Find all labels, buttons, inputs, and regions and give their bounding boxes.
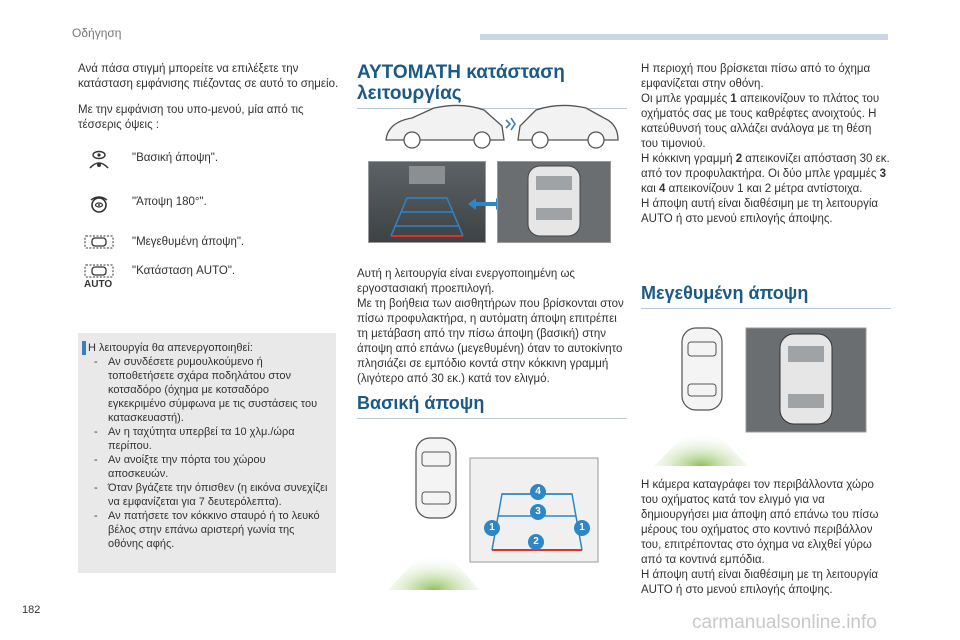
info-lead: Η λειτουργία θα απενεργοποιηθεί:	[88, 342, 253, 354]
callout-badge-4: 4	[530, 484, 546, 500]
auto-mode-body: Αυτή η λειτουργία είναι ενεργοποιημένη ως εργοστασιακή προεπιλογή. Με τη βοήθεια των αισθητήρων που βρίσκονται στον πίσω προφυλακτήρα, η αυτόματη άποψη επιτρέπει τη μετάβαση από την πίσω άποψη (βασική) στην άποψη από επάνω (μεγεθυμένη) όταν το αυτοκίνητο πλησιάζει σε εμπόδιο κοντά στην κόκκινη γραμμή (λιγότερο από 30 εκ.) κατά τον ελιγμό.	[357, 268, 624, 385]
eye-180-icon	[86, 192, 112, 218]
option-basic-view: "Βασική άποψη".	[132, 152, 219, 164]
option-zoom-view: "Μεγεθυμένη άποψη".	[132, 236, 245, 248]
zoom-car-icon	[84, 234, 114, 250]
info-item: - Αν η ταχύτητα υπερβεί τα 10 χλμ./ώρα περίπου.	[88, 425, 328, 453]
basic-view-description	[641, 62, 891, 227]
info-item: - Όταν βγάζετε την όπισθεν (η εικόνα συνεχίζει να εμφανίζεται για 7 δευτερόλεπτα).	[88, 481, 328, 509]
submenu-text: Με την εμφάνιση του υπο-μενού, μία από τις τέσσερις όψεις :	[78, 104, 304, 131]
auto-caption: AUTO	[84, 279, 113, 290]
rear-area-text: Η περιοχή που βρίσκεται πίσω από το όχημα εμφανίζεται στην οθόνη.	[641, 63, 871, 90]
top-down-view	[497, 161, 611, 243]
auto-mode-title-line2: λειτουργίας	[357, 83, 462, 104]
callout-badge-3: 3	[530, 504, 546, 520]
page-number: 182	[22, 604, 41, 616]
header-bar	[480, 34, 888, 40]
info-item: - Αν ανοίξτε την πόρτα του χώρου αποσκευών.	[88, 453, 328, 481]
auto-mode-title-line1: ΑΥΤΟΜΑΤΗ κατάσταση	[357, 62, 565, 83]
basic-view-title: Βασική άποψη	[357, 393, 485, 413]
callout-badge-2: 2	[528, 534, 544, 550]
callout-badge-1-right: 1	[574, 520, 590, 536]
info-item: - Αν συνδέσετε ρυμουλκούμενο ή τοποθετήσετε σχάρα ποδηλάτου στον κοτσαδόρο (όχημα με κοτσαδόρο εγκεκριμένο σύμφωνα με τις συστάσεις του κατασκευαστή).	[88, 355, 328, 425]
info-box	[78, 333, 336, 573]
basic-view-diagram	[368, 430, 620, 590]
info-list	[88, 355, 328, 551]
watermark: carmanualsonline.info	[692, 612, 877, 633]
red-line-text: Η κόκκινη γραμμή 2 απεικονίζει απόσταση 30 εκ. από τον προφυλακτήρα. Οι δύο μπλε γραμμές 3 και 4 απεικονίζουν 1 και 2 μέτρα αντίστοιχα.	[641, 153, 890, 195]
zoom-availability-text: Η άποψη αυτή είναι διαθέσιμη με τη λειτουργία AUTO ή στο μενού επιλογής άποψης.	[641, 569, 879, 596]
section-title: Οδήγηση	[72, 26, 122, 40]
availability-text: Η άποψη αυτή είναι διαθέσιμη με τη λειτουργία AUTO ή στο μενού επιλογής άποψης.	[641, 198, 879, 225]
option-180-view: "Άποψη 180°".	[132, 196, 207, 208]
option-auto-mode: "Κατάσταση AUTO".	[132, 265, 236, 277]
eye-camera-icon	[86, 148, 112, 174]
section-divider	[357, 418, 627, 419]
callout-badge-1-left: 1	[484, 520, 500, 536]
zoom-view-diagram	[648, 322, 874, 466]
cars-illustration	[382, 96, 622, 152]
section-divider	[641, 308, 891, 309]
blue-lines-text: Οι μπλε γραμμές 1 απεικονίζουν το πλάτος του οχήματός σας με τους καθρέφτες ανοιχτούς. Η κατεύθυνσή τους αλλάζει ανάλογα με τη θέση του τιμονιού.	[641, 93, 880, 150]
auto-car-icon	[84, 263, 114, 279]
zoom-view-title: Μεγεθυμένη άποψη	[641, 283, 809, 303]
info-item: - Αν πατήσετε τον κόκκινο σταυρό ή το λευκό βέλος στην επάνω αριστερή γωνία της οθόνης αφής.	[88, 509, 328, 551]
intro-text: Ανά πάσα στιγμή μπορείτε να επιλέξετε την κατάσταση εμφάνισης πιέζοντας σε αυτό το σημείο.	[78, 63, 339, 90]
zoom-view-text: Η κάμερα καταγράφει τον περιβάλλοντα χώρο του οχήματος κατά τον ελιγμό για να δημιουργήσει μια άποψη από επάνω του πίσω μέρους του οχήματος στο κοντινό περιβάλλον του, επιτρέποντας στο όχημα να ελιχθεί γύρω από τα κοντινά εμπόδια.	[641, 479, 879, 566]
zoom-view-body	[641, 478, 891, 598]
info-marker	[82, 341, 86, 355]
